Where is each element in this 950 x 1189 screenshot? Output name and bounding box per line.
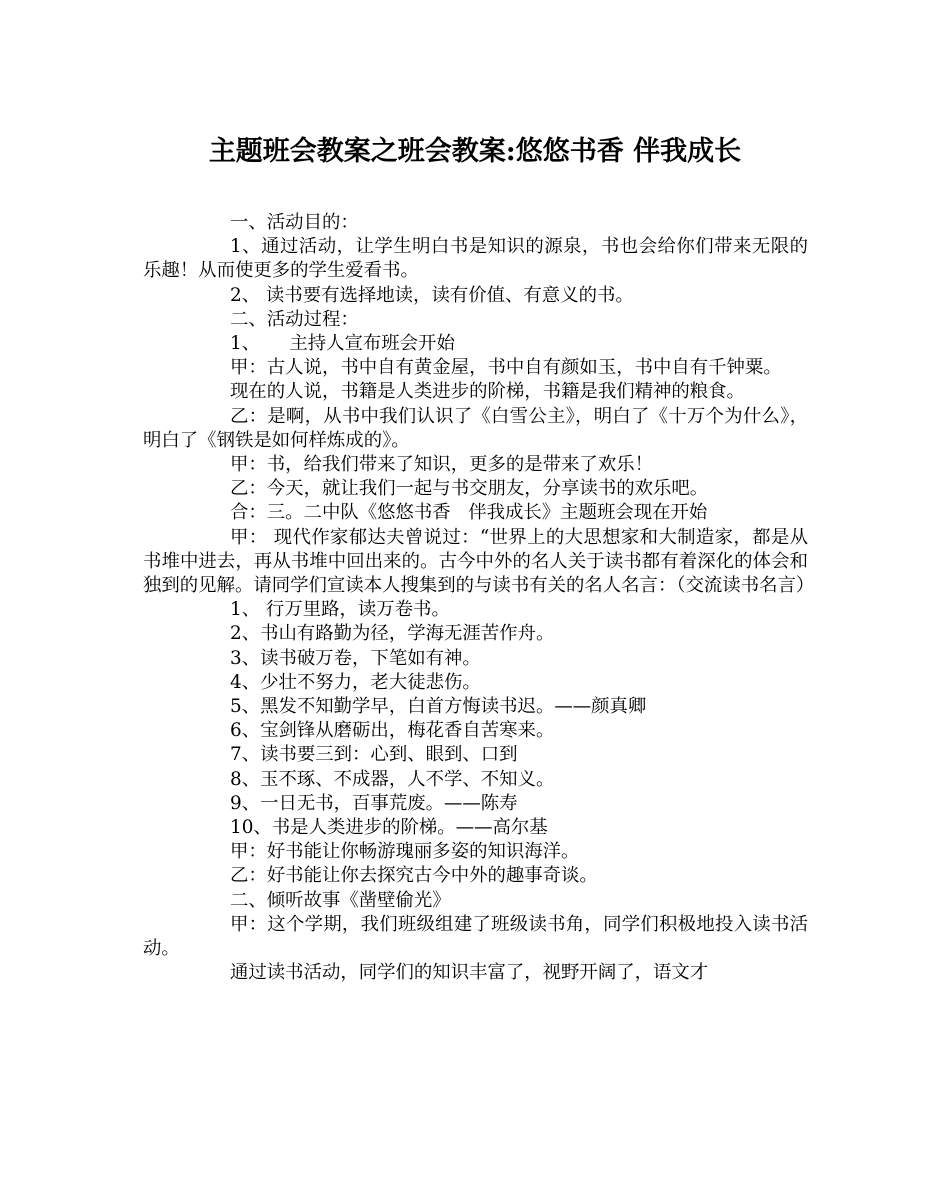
list-item-quote: 8、玉不琢、不成器，人不学、不知义。: [230, 768, 555, 790]
paragraph-dialogue: 现在的人说，书籍是人类进步的阶梯，书籍是我们精神的粮食。: [230, 381, 745, 403]
paragraph-dialogue: 甲：古人说，书中自有黄金屋，书中自有颜如玉，书中自有千钟粟。: [230, 357, 782, 379]
paragraph-process-heading: 二、活动过程：: [230, 308, 359, 330]
paragraph-dialogue: 甲：好书能让你畅游瑰丽多姿的知识海洋。: [230, 841, 580, 863]
list-item-quote: 9、一日无书，百事荒废。——陈寿: [230, 792, 518, 814]
paragraph-dialogue: 甲：书，给我们带来了知识，更多的是带来了欢乐！: [230, 454, 653, 476]
paragraph-dialogue: 乙：是啊，从书中我们认识了《白雪公主》，明白了《十万个为什么》，明白了《钢铁是如何样炼成的》。: [143, 405, 808, 451]
paragraph-dialogue: 甲： 现代作家郁达夫曾说过：“世界上的大思想家和大制造家，都是从书堆中进去，再从书堆中回出来的。古今中外的名人关于读书都有着深化的体会和独到的见解。请同学们宣读本人搜集到的与读书有关的名人名言：（交流读书名言）: [143, 526, 815, 597]
list-item-quote: 2、书山有路勤为径，学海无涯苦作舟。: [230, 623, 555, 645]
list-item-quote: 6、宝剑锋从磨砺出，梅花香自苦寒来。: [230, 720, 555, 742]
paragraph-dialogue: 乙：今天，就让我们一起与书交朋友，分享读书的欢乐吧。: [230, 478, 709, 500]
list-item-quote: 3、读书破万卷，下笔如有神。: [230, 647, 481, 669]
list-item-quote: 5、黑发不知勤学早，白首方悔读书迟。——颜真卿: [230, 696, 647, 718]
paragraph-dialogue: 通过读书活动，同学们的知识丰富了，视野开阔了，语文才: [230, 962, 709, 984]
paragraph-purpose-heading: 一、活动目的：: [230, 212, 359, 233]
paragraph-purpose-2: 2、 读书要有选择地读，读有价值、有意义的书。: [230, 284, 634, 306]
list-item-quote: 7、读书要三到：心到、眼到、口到: [230, 744, 518, 766]
paragraph-story-heading: 二、倾听故事《凿壁偷光》: [230, 889, 451, 911]
paragraph-dialogue: 合：三。二中队《悠悠书香 伴我成长》主题班会现在开始: [230, 502, 708, 524]
list-item-quote: 10、书是人类进步的阶梯。——高尔基: [230, 817, 548, 839]
document-title: 主题班会教案之班会教案:悠悠书香 伴我成长: [208, 136, 742, 167]
list-item-quote: 4、少壮不努力，老大徒悲伤。: [230, 671, 481, 693]
document-body: [143, 211, 815, 986]
paragraph-dialogue: 甲：这个学期，我们班级组建了班级读书角，同学们积极地投入读书活动。: [143, 913, 808, 960]
paragraph-host-opens: 1、 主持人宣布班会开始: [230, 333, 455, 355]
list-item-quote: 1、 行万里路，读万卷书。: [230, 599, 450, 621]
paragraph-purpose-1: 1、通过活动，让学生明白书是知识的源泉，书也会给你们带来无限的乐趣！从而使更多的学生爱看书。: [143, 236, 808, 282]
paragraph-dialogue: 乙：好书能让你去探究古今中外的趣事奇谈。: [230, 865, 598, 887]
